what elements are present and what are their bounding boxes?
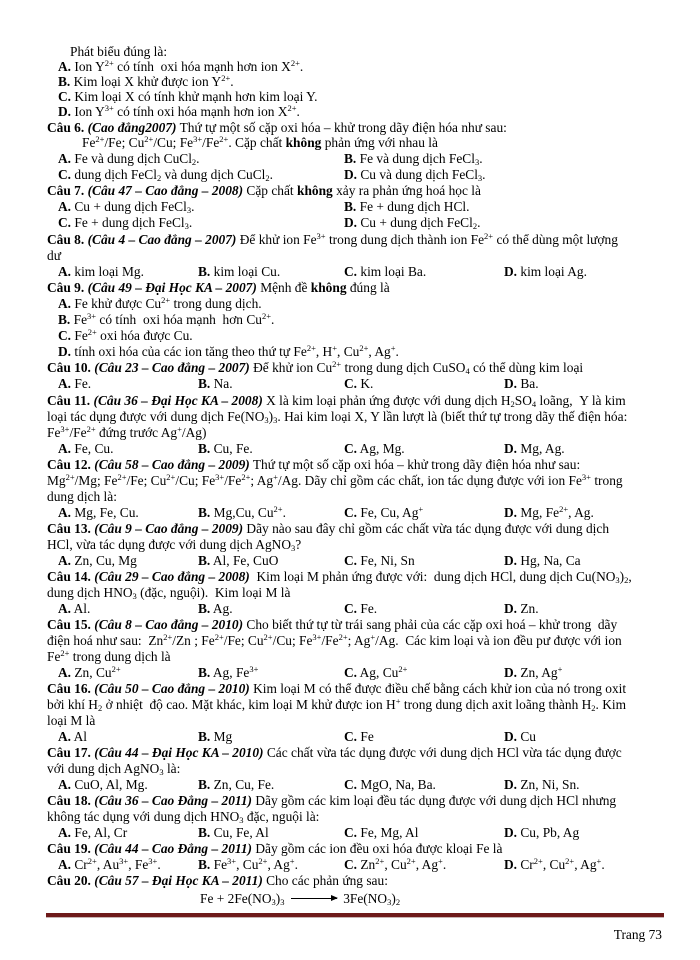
option-d: D. Cu và dung dịch FeCl$_3$. <box>344 167 486 183</box>
question-stem: $Fe^{2+}/Fe$; $Cu^{2+}/Cu$; $Fe^{3+}/Fe^{2+}$. Cặp chất không phản ứng với nhau là <box>82 134 438 150</box>
question-stem-cont: không tác dụng với dung dịch $HNO_3$ đặc, nguội là: <box>47 809 320 825</box>
question-stem-cont: HCl, vừa tác dụng được với dung dịch AgNO$_3$? <box>47 537 302 553</box>
option-b: B. Fe và dung dịch FeCl$_3$. <box>344 151 483 167</box>
option-c: C. Fe + dung dịch FeCl$_3$. <box>58 215 193 231</box>
option-d: D. Zn. <box>504 601 539 616</box>
question-12: Câu 12. (Câu 58 – Cao đẳng – 2009) Thứ tự một số cặp oxi hóa – khử trong dãy điện hóa như sau: <box>47 457 581 472</box>
option-c: C. $Zn^{2+}$, $Cu^{2+}$, Ag+. <box>344 856 447 872</box>
question-9: Câu 9. (Câu 49 – Đại Học KA – 2007) Mệnh đề không đúng là <box>47 280 390 295</box>
question-14: Câu 14. (Câu 29 – Cao đẳng – 2008) Kim loại M phản ứng được với: dung dịch HCl, dung dịch $Cu(NO_3)_2$, <box>47 569 632 585</box>
question-stem-cont: $Fe^{3+}/Fe^{2+}$ đứng trước Ag+/Ag) <box>47 424 207 440</box>
option-c: C. K. <box>344 376 374 391</box>
question-stem-cont: $Mg^{2+}/Mg$; $Fe^{2+}/Fe$; $Cu^{2+}/Cu$; $Fe^{3+}/Fe^{2+}$; Ag+/Ag. Dãy chỉ gồm các chất, ion tác dụng được với ion $Fe^{3+}$ trong <box>47 472 623 488</box>
option-a: A. $Cr^{2+}$, $Au^{3+}$, $Fe^{3+}$. <box>58 856 161 872</box>
option-b: B. kim loại Cu. <box>198 264 281 279</box>
option-c: C. kim loại Ba. <box>344 264 427 279</box>
question-13: Câu 13. (Câu 9 – Cao đẳng – 2009) Dãy nào sau đây chỉ gồm các chất vừa tác dụng được với dung dịch <box>47 521 610 536</box>
option-d: D. Cu <box>504 729 537 744</box>
option-d: D. Cu, Pb, Ag <box>504 825 580 840</box>
option-b: B. $Fe^{3+}$ có tính oxi hóa mạnh hơn $Cu^{2+}$. <box>58 311 275 327</box>
question-6: Câu 6. (Cao đẳng2007) Thứ tự một số cặp oxi hóa – khử trong dãy điện hóa như sau: <box>47 120 507 135</box>
option-a: A. kim loại Mg. <box>58 264 144 279</box>
option-a: A. Cu + dung dịch FeCl$_3$. <box>58 199 195 215</box>
option-a: A. Fe khử được $Cu^{2+}$ trong dung dịch. <box>58 295 262 311</box>
question-stem-cont: dung dịch là: <box>47 489 117 504</box>
option-a: A. Zn, Cu, Mg <box>58 553 137 568</box>
question-stem-cont: loại tác dụng được với dung dịch $Fe(NO_3)_3$. Hai kim loại X, Y lần lượt là (biết thứ tự trong dãy thế điện hóa: <box>47 409 628 425</box>
option-d: D. Cu + dung dịch FeCl$_2$. <box>344 215 481 231</box>
question-stem: Phát biểu đúng là: <box>70 44 168 59</box>
option-c: C. MgO, Na, Ba. <box>344 777 436 792</box>
option-c: C. Fe. <box>344 601 378 616</box>
option-a: A. CuO, Al, Mg. <box>58 777 148 792</box>
question-17: Câu 17. (Câu 44 – Đại Học KA – 2010) Các chất vừa tác dụng được với dung dịch HCl vừa tác dụng được <box>47 745 622 760</box>
option-c: C. dung dịch FeCl$_2$ và dung dịch CuCl$_2$. <box>58 167 273 183</box>
question-stem-cont: loại M là <box>47 713 96 728</box>
option-b: B. Ag, $Fe^{3+}$ <box>198 664 259 680</box>
option-a: A. Zn, $Cu^{2+}$ <box>58 664 121 680</box>
option-b: B. Na. <box>198 376 233 391</box>
option-c: C. Ag, $Cu^{2+}$ <box>344 664 408 680</box>
question-8: Câu 8. (Câu 4 – Cao đẳng – 2007) Để khử ion $Fe^{3+}$ trong dung dịch thành ion $Fe^{2+}$ có thể dùng một lượng <box>47 231 618 247</box>
option-b: B. Cu, Fe. <box>198 441 253 456</box>
option-d: D. $Cr^{2+}$, $Cu^{2+}$, Ag+. <box>504 856 605 872</box>
page-number: Trang 73 <box>613 927 662 942</box>
option-c: C. $Fe^{2+}$ oxi hóa được Cu. <box>58 327 193 343</box>
option-a: A. Fe, Al, Cr <box>58 825 128 840</box>
arrow-icon <box>291 898 337 899</box>
option-a: A. Mg, Fe, Cu. <box>58 505 139 520</box>
question-7: Câu 7. (Câu 47 – Cao đẳng – 2008) Cặp chất không xảy ra phản ứng hoá học là <box>47 183 481 198</box>
option-d: D. Ion $Y^{3+}$ có tính oxi hóa mạnh hơn ion $X^{2+}$. <box>58 103 300 119</box>
question-18: Câu 18. (Câu 36 – Cao Đẳng – 2011) Dãy gồm các kim loại đều tác dụng được với dung dịch HCl nhưng <box>47 793 617 808</box>
question-19: Câu 19. (Câu 44 – Cao Đẳng – 2011) Dãy gồm các ion đều oxi hóa được kloại Fe là <box>47 841 503 856</box>
option-d: D. Zn, Ag+ <box>504 664 563 680</box>
option-b: B. Ag. <box>198 601 233 616</box>
option-b: B. Cu, Fe, Al <box>198 825 269 840</box>
question-stem-cont: $Fe^{2+}$ trong dung dịch là <box>47 648 171 664</box>
option-a: A. Fe và dung dịch CuCl$_2$. <box>58 151 200 167</box>
option-c: C. Ag, Mg. <box>344 441 405 456</box>
question-stem-cont: dư <box>47 248 61 263</box>
option-d: D. kim loại Ag. <box>504 264 587 279</box>
option-d: D. Hg, Na, Ca <box>504 553 581 568</box>
question-stem-cont: với dung dịch AgNO$_3$ là: <box>47 761 181 777</box>
option-c: C. Fe, Ni, Sn <box>344 553 415 568</box>
question-stem-cont: dung dịch $HNO_3$ (đặc, nguội). Kim loại M là <box>47 585 291 601</box>
question-stem-cont: điện hoá như sau: $Zn^{2+}/Zn$ ; $Fe^{2+}/Fe$; $Cu^{2+}/Cu$; $Fe^{3+}/Fe^{2+}$; Ag+/Ag. Các kim loại và ion đều pư được với ion <box>47 632 622 648</box>
footer-rule <box>46 913 664 918</box>
option-a: A. Fe, Cu. <box>58 441 114 456</box>
option-c: C. Fe, Cu, Ag+ <box>344 504 424 520</box>
question-15: Câu 15. (Câu 8 – Cao đẳng – 2010) Cho biết thứ tự từ trái sang phải của các cặp oxi hoá – khử trong dãy <box>47 617 618 632</box>
option-d: D. Zn, Ni, Sn. <box>504 777 580 792</box>
question-16: Câu 16. (Câu 50 – Cao đẳng – 2010) Kim loại M có thể được điều chế bằng cách khử ion của nó trong oxit <box>47 681 627 696</box>
option-b: B. Fe + dung dịch HCl. <box>344 199 470 214</box>
option-c: C. Fe <box>344 729 374 744</box>
option-b: B. Kim loại X khử được ion $Y^{2+}$. <box>58 73 234 89</box>
option-a: A. Fe. <box>58 376 92 391</box>
option-a: A. Ion $Y^{2+}$ có tính oxi hóa mạnh hơn ion $X^{2+}$. <box>58 58 304 74</box>
question-11: Câu 11. (Câu 36 – Đại Học KA – 2008) X là kim loại phản ứng được với dung dịch $H_2SO_4$ loãng, Y là kim <box>47 393 626 409</box>
option-c: C. Fe, Mg, Al <box>344 825 419 840</box>
option-b: B. $Fe^{3+}$, $Cu^{2+}$, Ag+. <box>198 856 298 872</box>
option-d: D. Mg, Ag. <box>504 441 565 456</box>
option-a: A. Al <box>58 729 88 744</box>
reaction-equation: $Fe + 2Fe(NO_3)_3$ $3Fe(NO_3)_2$ <box>200 891 401 907</box>
question-20: Câu 20. (Câu 57 – Đại Học KA – 2011) Cho các phản ứng sau: <box>47 873 388 888</box>
option-d: D. tính oxi hóa của các ion tăng theo thứ tự $Fe^{2+}$, H+, $Cu^{2+}$, Ag+. <box>58 343 399 359</box>
option-a: A. Al. <box>58 601 91 616</box>
option-b: B. Mg <box>198 729 233 744</box>
option-c: C. Kim loại X có tính khử mạnh hơn kim loại Y. <box>58 89 318 104</box>
option-d: D. Mg, $Fe^{2+}$, Ag. <box>504 504 594 520</box>
option-d: D. Ba. <box>504 376 539 391</box>
option-b: B. Zn, Cu, Fe. <box>198 777 275 792</box>
question-stem-cont: bởi khí $H_2$ ở nhiệt độ cao. Mặt khác, kim loại M khử được ion H+ trong dung dịch axit loãng thành $H_2$. Kim <box>47 696 627 713</box>
option-b: B. Mg,Cu, $Cu^{2+}$. <box>198 504 286 520</box>
question-10: Câu 10. (Câu 23 – Cao đẳng – 2007) Để khử ion $Cu^{2+}$ trong dung dịch CuSO$_4$ có thể dùng kim loại <box>47 359 584 376</box>
option-b: B. Al, Fe, CuO <box>198 553 279 568</box>
